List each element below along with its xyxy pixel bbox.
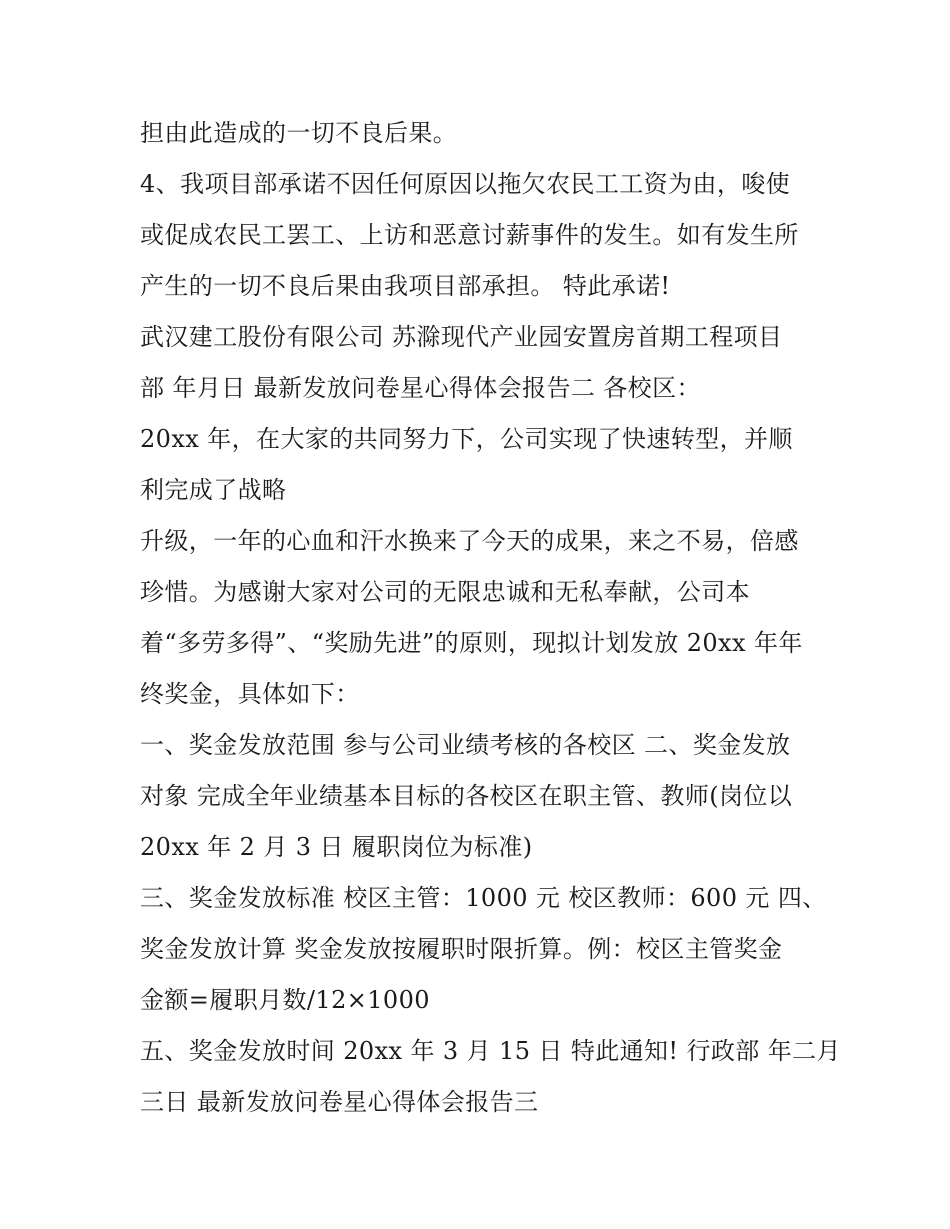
text-line: 珍惜。为感谢大家对公司的无限忠诚和无私奉献，公司本 xyxy=(140,578,750,606)
text-line: 着“多劳多得”、“奖励先进”的原则，现拟计划发放 20xx 年年 xyxy=(140,629,803,657)
text-line: 奖金发放计算 奖金发放按履职时限折算。例：校区主管奖金 xyxy=(140,935,783,963)
text-line: 20xx 年 2 月 3 日 履职岗位为标准) xyxy=(140,833,533,861)
text-line: 20xx 年，在大家的共同努力下，公司实现了快速转型，并顺 xyxy=(140,425,793,453)
text-line: 三、奖金发放标准 校区主管：1000 元 校区教师：600 元 四、 xyxy=(140,884,827,912)
text-line: 五、奖金发放时间 20xx 年 3 月 15 日 特此通知! 行政部 年二月 xyxy=(140,1037,841,1065)
text-line: 4、我项目部承诺不因任何原因以拖欠农民工工资为由，唆使 xyxy=(140,170,791,198)
text-line: 利完成了战略 xyxy=(140,476,287,504)
text-line: 对象 完成全年业绩基本目标的各校区在职主管、教师(岗位以 xyxy=(140,782,793,810)
document-body xyxy=(140,108,841,1128)
text-line: 担由此造成的一切不良后果。 xyxy=(140,119,458,147)
text-line: 金额=履职月数/12×1000 xyxy=(140,986,430,1014)
text-line: 部 年月日 最新发放问卷星心得体会报告二 各校区： xyxy=(140,374,701,402)
text-line: 或促成农民工罢工、上访和恶意讨薪事件的发生。如有发生所 xyxy=(140,221,799,249)
text-line: 产生的一切不良后果由我项目部承担。 特此承诺! xyxy=(140,272,671,300)
text-line: 三日 最新发放问卷星心得体会报告三 xyxy=(140,1088,539,1116)
text-line: 武汉建工股份有限公司 苏滁现代产业园安置房首期工程项目 xyxy=(140,323,783,351)
text-line: 终奖金，具体如下： xyxy=(140,680,360,708)
text-line: 一、奖金发放范围 参与公司业绩考核的各校区 二、奖金发放 xyxy=(140,731,791,759)
text-line: 升级，一年的心血和汗水换来了今天的成果，来之不易，倍感 xyxy=(140,527,799,555)
